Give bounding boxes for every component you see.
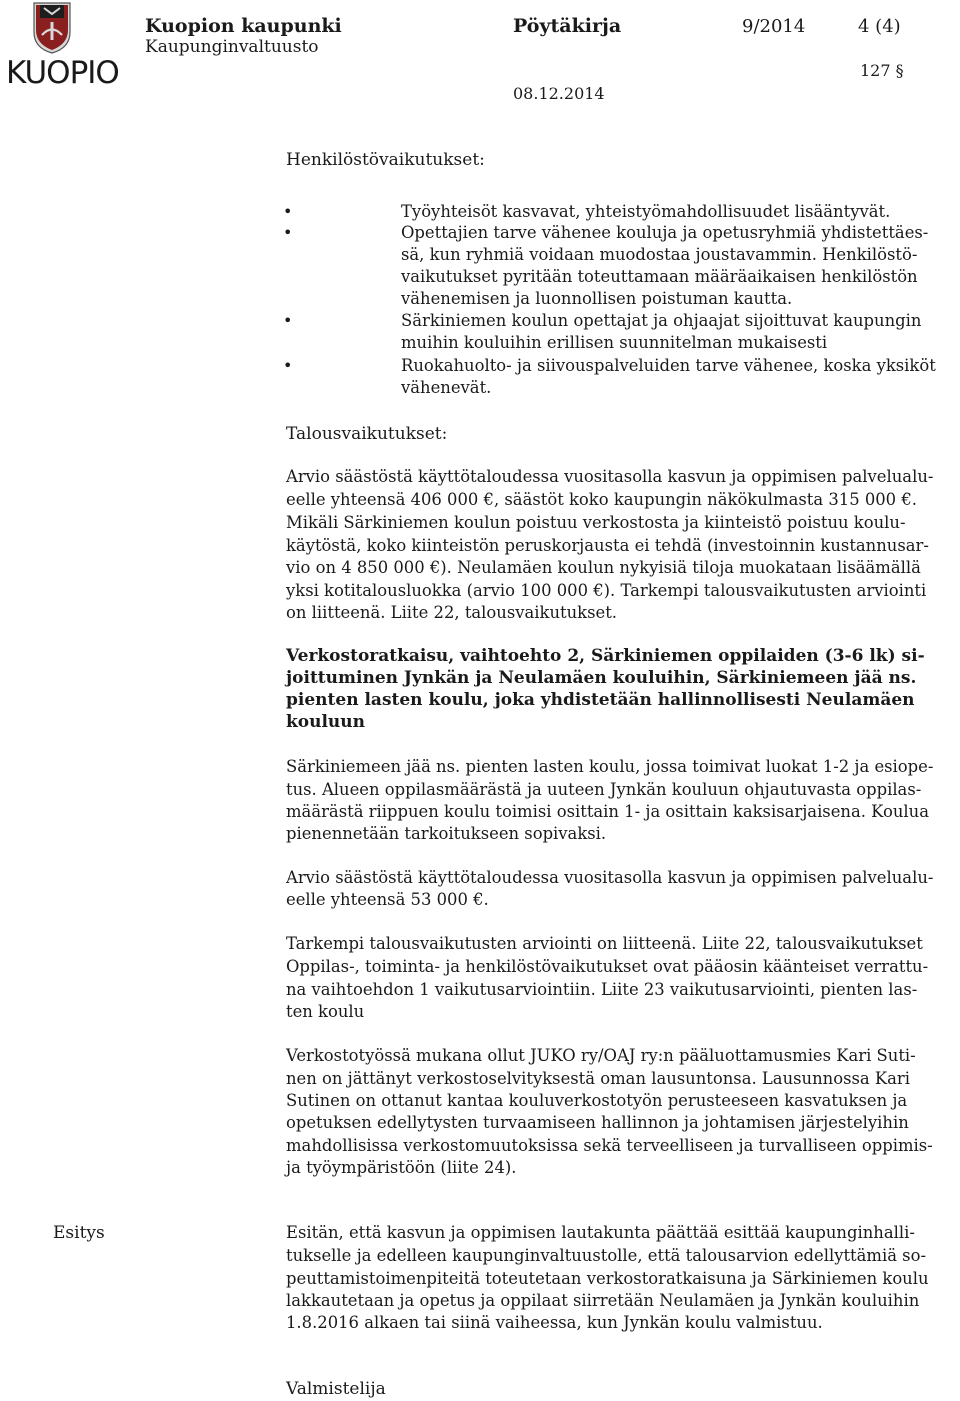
bullet-marker: •	[283, 356, 293, 375]
option2-paragraph-line: Sutinen on ottanut kantaa kouluverkostotyön perusteeseen kasvatuksen ja	[286, 1091, 908, 1110]
personnel-bullet-line: Työyhteisöt kasvavat, yhteistyömahdollisuudet lisääntyvät.	[401, 202, 891, 221]
option2-paragraph-line: na vaihtoehdon 1 vaikutusarviointiin. Liite 23 vaikutusarviointi, pienten las-	[286, 980, 918, 999]
option2-paragraph-line: ja työympäristöön (liite 24).	[286, 1158, 517, 1177]
finance-paragraph-line: vio on 4 850 000 €). Neulamäen koulun nykyisiä tiloja muokataan lisäämällä	[286, 558, 921, 577]
personnel-bullet-line: Ruokahuolto- ja siivouspalveluiden tarve vähenee, koska yksiköt	[401, 356, 936, 375]
personnel-bullet-line: Särkiniemen koulun opettajat ja ohjaajat sijoittuvat kaupungin	[401, 311, 922, 330]
option2-paragraph-line: eelle yhteensä 53 000 €.	[286, 890, 489, 909]
proposal-text-line: peuttamistoimenpiteitä toteutetaan verkostoratkaisuna ja Särkiniemen koulu	[286, 1269, 929, 1288]
finance-paragraph-line: on liitteenä. Liite 22, talousvaikutukset.	[286, 603, 618, 622]
personnel-bullet-line: muihin kouluihin erillisen suunnitelman mukaisesti	[401, 333, 828, 352]
finance-paragraph-line: Arvio säästöstä käyttötaloudessa vuositasolla kasvun ja oppimisen palvelualu-	[286, 467, 934, 486]
option2-paragraph-line: tus. Alueen oppilasmäärästä ja uuteen Jynkän kouluun ohjautuvasta oppilas-	[286, 780, 922, 799]
option2-paragraph-line: Särkiniemeen jää ns. pienten lasten koulu, jossa toimivat luokat 1-2 ja esiope-	[286, 757, 934, 776]
proposal-text-line: tukselle ja edelleen kaupunginvaltuustolle, että talousarvion edellyttämiä so-	[286, 1246, 926, 1265]
proposal-label: Esitys	[53, 1223, 105, 1243]
organization-name: Kuopion kaupunki	[145, 15, 342, 37]
bullet-marker: •	[283, 202, 293, 221]
personnel-bullet-line: vähenemisen ja luonnollisen poistuman kautta.	[401, 289, 793, 308]
proposal-text-line: lakkautetaan ja opetus ja oppilaat siirretään Neulamäen ja Jynkän kouluihin	[286, 1291, 920, 1310]
preparer-label: Valmistelija	[286, 1379, 386, 1399]
body-name: Kaupunginvaltuusto	[145, 37, 319, 57]
logo-text: KUOPIO	[6, 55, 119, 91]
option2-paragraph-line: opetuksen edellytysten turvaamiseen hallinnon ja johtamisen järjestelyihin	[286, 1113, 909, 1132]
meeting-date: 08.12.2014	[513, 84, 605, 103]
finance-paragraph-line: yksi kotitalousluokka (arvio 100 000 €). Tarkempi talousvaikutusten arviointi	[286, 581, 927, 600]
personnel-bullet-line: vaikutukset pyritään toteuttamaan määräaikaisen henkilöstön	[401, 267, 918, 286]
finance-paragraph-line: eelle yhteensä 406 000 €, säästöt koko kaupungin näkökulmasta 315 000 €.	[286, 490, 917, 509]
bullet-marker: •	[283, 223, 293, 242]
option2-heading-line: kouluun	[286, 712, 366, 732]
page-indicator: 4 (4)	[858, 16, 901, 37]
document-type: Pöytäkirja	[513, 15, 622, 37]
section-number: 127 §	[860, 61, 904, 80]
personnel-bullet-line: sä, kun ryhmiä voidaan muodostaa joustavammin. Henkilöstö-	[401, 245, 918, 264]
document-number: 9/2014	[742, 16, 806, 37]
kuopio-logo	[4, 2, 119, 102]
option2-heading-line: pienten lasten koulu, joka yhdistetään hallinnollisesti Neulamäen	[286, 690, 915, 710]
option2-paragraph-line: määrästä riippuen koulu toimisi osittain 1- ja osittain kaksisarjaisena. Koulua	[286, 802, 929, 821]
option2-paragraph-line: Arvio säästöstä käyttötaloudessa vuositasolla kasvun ja oppimisen palvelualu-	[286, 868, 934, 887]
proposal-text-line: Esitän, että kasvun ja oppimisen lautakunta päättää esittää kaupunginhalli-	[286, 1223, 915, 1242]
option2-paragraph-line: mahdollisissa verkostomuutoksissa sekä terveelliseen ja turvalliseen oppimis-	[286, 1136, 933, 1155]
finance-paragraph-line: Mikäli Särkiniemen koulun poistuu verkostosta ja kiinteistö poistuu koulu-	[286, 513, 906, 532]
option2-paragraph-line: Verkostotyössä mukana ollut JUKO ry/OAJ ry:n pääluottamusmies Kari Suti-	[286, 1046, 916, 1065]
finance-heading: Talousvaikutukset:	[286, 424, 448, 444]
kuopio-coat-of-arms-icon	[33, 2, 71, 54]
option2-paragraph-line: pienennetään tarkoitukseen sopivaksi.	[286, 824, 607, 843]
option2-paragraph-line: nen on jättänyt verkostoselvityksestä oman lausuntonsa. Lausunnossa Kari	[286, 1069, 910, 1088]
option2-paragraph-line: ten koulu	[286, 1002, 365, 1021]
option2-paragraph-line: Oppilas-, toiminta- ja henkilöstövaikutukset ovat pääosin käänteiset verrattu-	[286, 957, 929, 976]
option2-heading-line: joittuminen Jynkän ja Neulamäen kouluihin, Särkiniemeen jää ns.	[286, 668, 917, 688]
personnel-bullet-line: Opettajien tarve vähenee kouluja ja opetusryhmiä yhdistettäes-	[401, 223, 929, 242]
option2-paragraph-line: Tarkempi talousvaikutusten arviointi on liitteenä. Liite 22, talousvaikutukset	[286, 934, 923, 953]
finance-paragraph-line: käytöstä, koko kiinteistön peruskorjausta ei tehdä (investoinnin kustannusar-	[286, 536, 929, 555]
option2-heading-line: Verkostoratkaisu, vaihtoehto 2, Särkiniemen oppilaiden (3-6 lk) si-	[286, 646, 925, 666]
personnel-bullet-line: vähenevät.	[401, 378, 492, 397]
proposal-text-line: 1.8.2016 alkaen tai siinä vaiheessa, kun Jynkän koulu valmistuu.	[286, 1313, 823, 1332]
personnel-heading: Henkilöstövaikutukset:	[286, 150, 485, 170]
bullet-marker: •	[283, 311, 293, 330]
